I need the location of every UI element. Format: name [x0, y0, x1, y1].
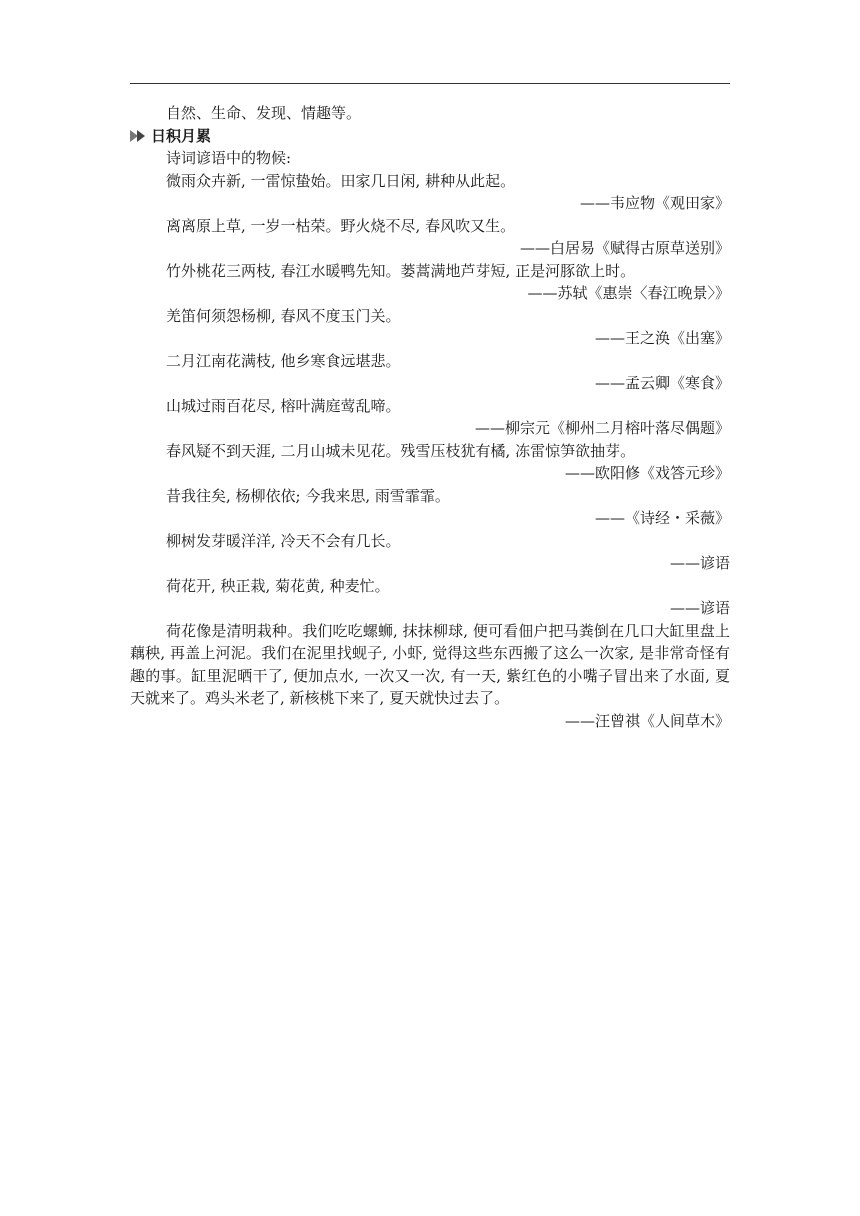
quote-text: 微雨众卉新, 一雷惊蛰始。田家几日闲, 耕种从此起。	[166, 171, 516, 190]
quote-text: 春风疑不到天涯, 二月山城未见花。残雪压枝犹有橘, 冻雷惊笋欲抽芽。	[166, 441, 636, 460]
entries-list	[130, 170, 730, 620]
double-triangle-marker-icon	[130, 130, 148, 142]
quote-source: ——谚语	[669, 599, 730, 617]
quote-text: 二月江南花满枝, 他乡寒食远堪悲。	[166, 351, 401, 370]
page-content	[130, 102, 730, 732]
quote-source: ——白居易《赋得古原草送别》	[519, 239, 730, 257]
quote-source: ——柳宗元《柳州二月榕叶落尽偶题》	[474, 419, 730, 437]
quote-text: 离离原上草, 一岁一枯荣。野火烧不尽, 春风吹又生。	[166, 216, 516, 235]
quote-source: ——《诗经・采薇》	[594, 509, 730, 527]
quote-source: ——孟云卿《寒食》	[594, 374, 730, 392]
quote-text: 山城过雨百花尽, 榕叶满庭莺乱啼。	[166, 396, 401, 415]
section-title: 日积月累	[151, 126, 212, 145]
quote-source: ——韦应物《观田家》	[579, 194, 730, 212]
quote-text: 羌笛何须怨杨柳, 春风不度玉门关。	[166, 306, 401, 325]
quote-source: ——王之涣《出塞》	[594, 329, 730, 347]
quote-source: ——欧阳修《戏答元珍》	[564, 464, 730, 482]
quote-text: 荷花开, 秧正栽, 菊花黄, 种麦忙。	[166, 576, 390, 595]
quote-source: ——谚语	[669, 554, 730, 572]
quote-text: 昔我往矣, 杨柳依依; 今我来思, 雨雪霏霏。	[166, 486, 450, 505]
intro-line: 自然、生命、发现、情趣等。	[166, 104, 362, 122]
quote-source: ——苏轼《惠崇〈春江晚景〉》	[527, 284, 730, 302]
quote-text: 竹外桃花三两枝, 春江水暖鸭先知。蒌蒿满地芦芽短, 正是河豚欲上时。	[166, 261, 636, 280]
prose-paragraph: 荷花像是清明栽种。我们吃吃螺蛳, 抹抹柳球, 便可看佃户把马粪倒在几口大缸里盘上藕秧, 再盖上河泥。我们在泥里找蚬子, 小虾, 觉得这些东西搬了这么一次家, 是非常奇怪有趣的事。缸里泥晒干了, 便加点水, 一次又一次, 有一天, 紫红色的小嘴子冒出来了水面, 夏天就来了。鸡头米老了, 新核桃下来了, 夏天就快过去了。	[130, 621, 730, 707]
section-heading	[130, 125, 730, 148]
prose-source: ——汪曾祺《人间草木》	[564, 711, 730, 730]
quote-text: 柳树发芽暖洋洋, 冷天不会有几长。	[166, 531, 401, 550]
lead-line: 诗词谚语中的物候:	[166, 149, 292, 167]
header-rule	[130, 83, 730, 84]
